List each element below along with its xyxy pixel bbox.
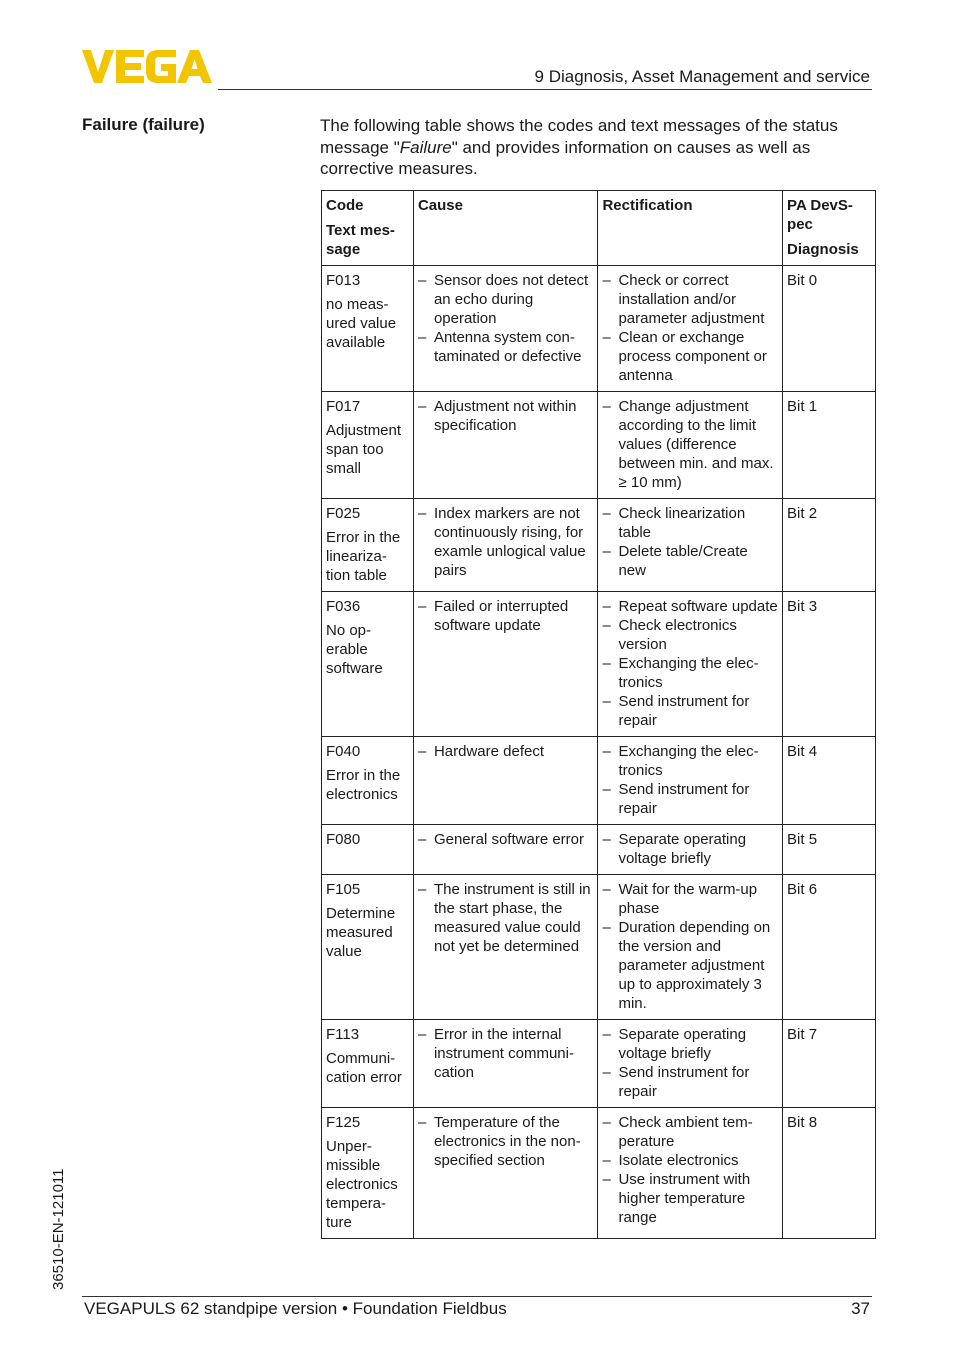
cause-list bbox=[418, 597, 594, 635]
cell-rectification bbox=[598, 1108, 783, 1239]
cell-code bbox=[322, 1020, 414, 1108]
rectification-item: – Check electronics version bbox=[602, 616, 778, 654]
cell-cause bbox=[413, 592, 598, 737]
table-header-row bbox=[322, 191, 876, 266]
cell-diagnosis-bit: Bit 8 bbox=[783, 1108, 876, 1239]
header-code bbox=[322, 191, 414, 266]
cause-list bbox=[418, 1113, 594, 1170]
table-row bbox=[322, 392, 876, 499]
cause-item: – Temperature of the electronics in the non-specified section bbox=[418, 1113, 594, 1170]
cell-diagnosis-bit: Bit 4 bbox=[783, 737, 876, 825]
footer-rule bbox=[82, 1296, 872, 1297]
cause-list bbox=[418, 271, 594, 366]
cell-cause bbox=[413, 875, 598, 1020]
rectification-item: – Send instrument for repair bbox=[602, 1063, 778, 1101]
table-row bbox=[322, 737, 876, 825]
error-code: F125 bbox=[326, 1114, 361, 1131]
error-message: No op- erable software bbox=[326, 622, 383, 677]
cell-cause bbox=[413, 266, 598, 392]
rectification-list bbox=[602, 1113, 778, 1227]
cause-list bbox=[418, 880, 594, 956]
cause-list bbox=[418, 1025, 594, 1082]
cause-item: – Failed or interrupted software update bbox=[418, 597, 594, 635]
cause-item: – Antenna system con- taminated or defective bbox=[418, 328, 594, 366]
table-row bbox=[322, 1020, 876, 1108]
footer-document-title: VEGAPULS 62 standpipe version • Foundation Fieldbus bbox=[84, 1299, 507, 1318]
table-row bbox=[322, 499, 876, 592]
cause-list bbox=[418, 397, 594, 435]
header-cause: Cause bbox=[413, 191, 598, 266]
cell-code bbox=[322, 392, 414, 499]
rectification-item: – Exchanging the elec- tronics bbox=[602, 742, 778, 780]
header-diagnosis-label: Diagnosis bbox=[787, 241, 859, 258]
rectification-item: – Separate operating voltage briefly bbox=[602, 830, 778, 868]
rectification-item: – Separate operating voltage briefly bbox=[602, 1025, 778, 1063]
cell-diagnosis-bit: Bit 7 bbox=[783, 1020, 876, 1108]
rectification-item: – Send instrument for repair bbox=[602, 692, 778, 730]
cell-cause bbox=[413, 737, 598, 825]
intro-text-italic: Failure bbox=[399, 137, 452, 157]
rectification-list bbox=[602, 397, 778, 492]
error-message: Error in the electronics bbox=[326, 767, 401, 803]
rectification-item: – Duration depending on the version and parameter adjustment up to approximately 3 min. bbox=[602, 918, 778, 1013]
cell-cause bbox=[413, 1108, 598, 1239]
error-code: F013 bbox=[326, 272, 361, 289]
cause-item: – Adjustment not within specification bbox=[418, 397, 594, 435]
rectification-item: – Check linearization table bbox=[602, 504, 778, 542]
cause-item: – Error in the internal instrument communi- cation bbox=[418, 1025, 594, 1082]
rectification-list bbox=[602, 830, 778, 868]
rectification-item: – Check or correct installation and/or parameter adjustment bbox=[602, 271, 778, 328]
header-text-message-label: Text mes- sage bbox=[326, 222, 395, 258]
error-code: F105 bbox=[326, 881, 361, 898]
error-message: Error in the lineariza- tion table bbox=[326, 529, 401, 584]
cell-code bbox=[322, 592, 414, 737]
error-code: F113 bbox=[326, 1026, 360, 1043]
cell-diagnosis-bit: Bit 2 bbox=[783, 499, 876, 592]
cell-diagnosis-bit: Bit 6 bbox=[783, 875, 876, 1020]
intro-text-before: The following table shows the codes and text messages of the status message " bbox=[320, 116, 838, 157]
cell-diagnosis-bit: Bit 3 bbox=[783, 592, 876, 737]
rectification-item: – Wait for the warm-up phase bbox=[602, 880, 778, 918]
vega-logo bbox=[82, 50, 212, 84]
cell-rectification bbox=[598, 266, 783, 392]
cause-list bbox=[418, 830, 594, 849]
cell-code bbox=[322, 875, 414, 1020]
cell-rectification bbox=[598, 392, 783, 499]
table-row bbox=[322, 825, 876, 875]
cause-item: – Index markers are not continuously rising, for examle unlogical value pairs bbox=[418, 504, 594, 580]
cell-cause bbox=[413, 1020, 598, 1108]
cell-diagnosis-bit: Bit 1 bbox=[783, 392, 876, 499]
cause-list bbox=[418, 742, 594, 761]
table-row bbox=[322, 266, 876, 392]
rectification-list bbox=[602, 271, 778, 385]
cell-rectification bbox=[598, 592, 783, 737]
error-message: Communi- cation error bbox=[326, 1050, 402, 1086]
section-title: Failure (failure) bbox=[82, 115, 205, 134]
error-code: F036 bbox=[326, 598, 361, 615]
cell-cause bbox=[413, 499, 598, 592]
table-row bbox=[322, 592, 876, 737]
cause-item: – Hardware defect bbox=[418, 742, 594, 761]
error-code: F017 bbox=[326, 398, 361, 415]
error-message: no meas- ured value available bbox=[326, 296, 397, 351]
cell-rectification bbox=[598, 825, 783, 875]
footer-page-number: 37 bbox=[851, 1299, 870, 1318]
rectification-item: – Delete table/Create new bbox=[602, 542, 778, 580]
rectification-list bbox=[602, 597, 778, 730]
document-id: 36510-EN-121011 bbox=[50, 1168, 67, 1290]
rectification-item: – Use instrument with higher temperature range bbox=[602, 1170, 778, 1227]
cell-rectification bbox=[598, 1020, 783, 1108]
cell-code bbox=[322, 1108, 414, 1239]
rectification-item: – Clean or exchange process component or antenna bbox=[602, 328, 778, 385]
table-row bbox=[322, 875, 876, 1020]
cell-rectification bbox=[598, 499, 783, 592]
cell-code bbox=[322, 499, 414, 592]
cell-code bbox=[322, 266, 414, 392]
cell-diagnosis-bit: Bit 0 bbox=[783, 266, 876, 392]
cell-rectification bbox=[598, 737, 783, 825]
cell-code bbox=[322, 825, 414, 875]
error-code: F025 bbox=[326, 505, 361, 522]
cell-cause bbox=[413, 825, 598, 875]
error-message: Determine measured value bbox=[326, 905, 396, 960]
intro-text-after: " and provides information on causes as well as corrective measures. bbox=[320, 137, 811, 178]
header-pa-devspec bbox=[783, 191, 876, 266]
cause-list bbox=[418, 504, 594, 580]
rectification-list bbox=[602, 880, 778, 1013]
header-rectification: Rectification bbox=[598, 191, 783, 266]
failure-codes-table bbox=[321, 190, 876, 1239]
rectification-item: – Exchanging the elec- tronics bbox=[602, 654, 778, 692]
error-code: F040 bbox=[326, 743, 361, 760]
cell-cause bbox=[413, 392, 598, 499]
rectification-item: – Repeat software update bbox=[602, 597, 778, 616]
cause-item: – The instrument is still in the start phase, the measured value could not yet be determined bbox=[418, 880, 594, 956]
cell-rectification bbox=[598, 875, 783, 1020]
header-pa-devspec-label: PA DevS- pec bbox=[787, 197, 853, 233]
cause-item: – Sensor does not detect an echo during operation bbox=[418, 271, 594, 328]
error-message: Adjustment span too small bbox=[326, 422, 402, 477]
table-body bbox=[322, 266, 876, 1239]
rectification-item: – Isolate electronics bbox=[602, 1151, 778, 1170]
table-row bbox=[322, 1108, 876, 1239]
rectification-item: – Change adjustment according to the limit values (difference between min. and max. ≥ 10 mm) bbox=[602, 397, 778, 492]
header-code-label: Code bbox=[326, 197, 364, 214]
header-rule bbox=[218, 89, 872, 90]
header-section-title: 9 Diagnosis, Asset Management and service bbox=[534, 67, 870, 86]
cell-diagnosis-bit: Bit 5 bbox=[783, 825, 876, 875]
rectification-item: – Send instrument for repair bbox=[602, 780, 778, 818]
rectification-list bbox=[602, 742, 778, 818]
intro-paragraph bbox=[320, 115, 880, 180]
error-message: Unper- missible electronics tempera- ture bbox=[326, 1138, 398, 1231]
cause-item: – General software error bbox=[418, 830, 594, 849]
rectification-list bbox=[602, 504, 778, 580]
rectification-item: – Check ambient tem- perature bbox=[602, 1113, 778, 1151]
cell-code bbox=[322, 737, 414, 825]
error-code: F080 bbox=[326, 831, 361, 848]
rectification-list bbox=[602, 1025, 778, 1101]
